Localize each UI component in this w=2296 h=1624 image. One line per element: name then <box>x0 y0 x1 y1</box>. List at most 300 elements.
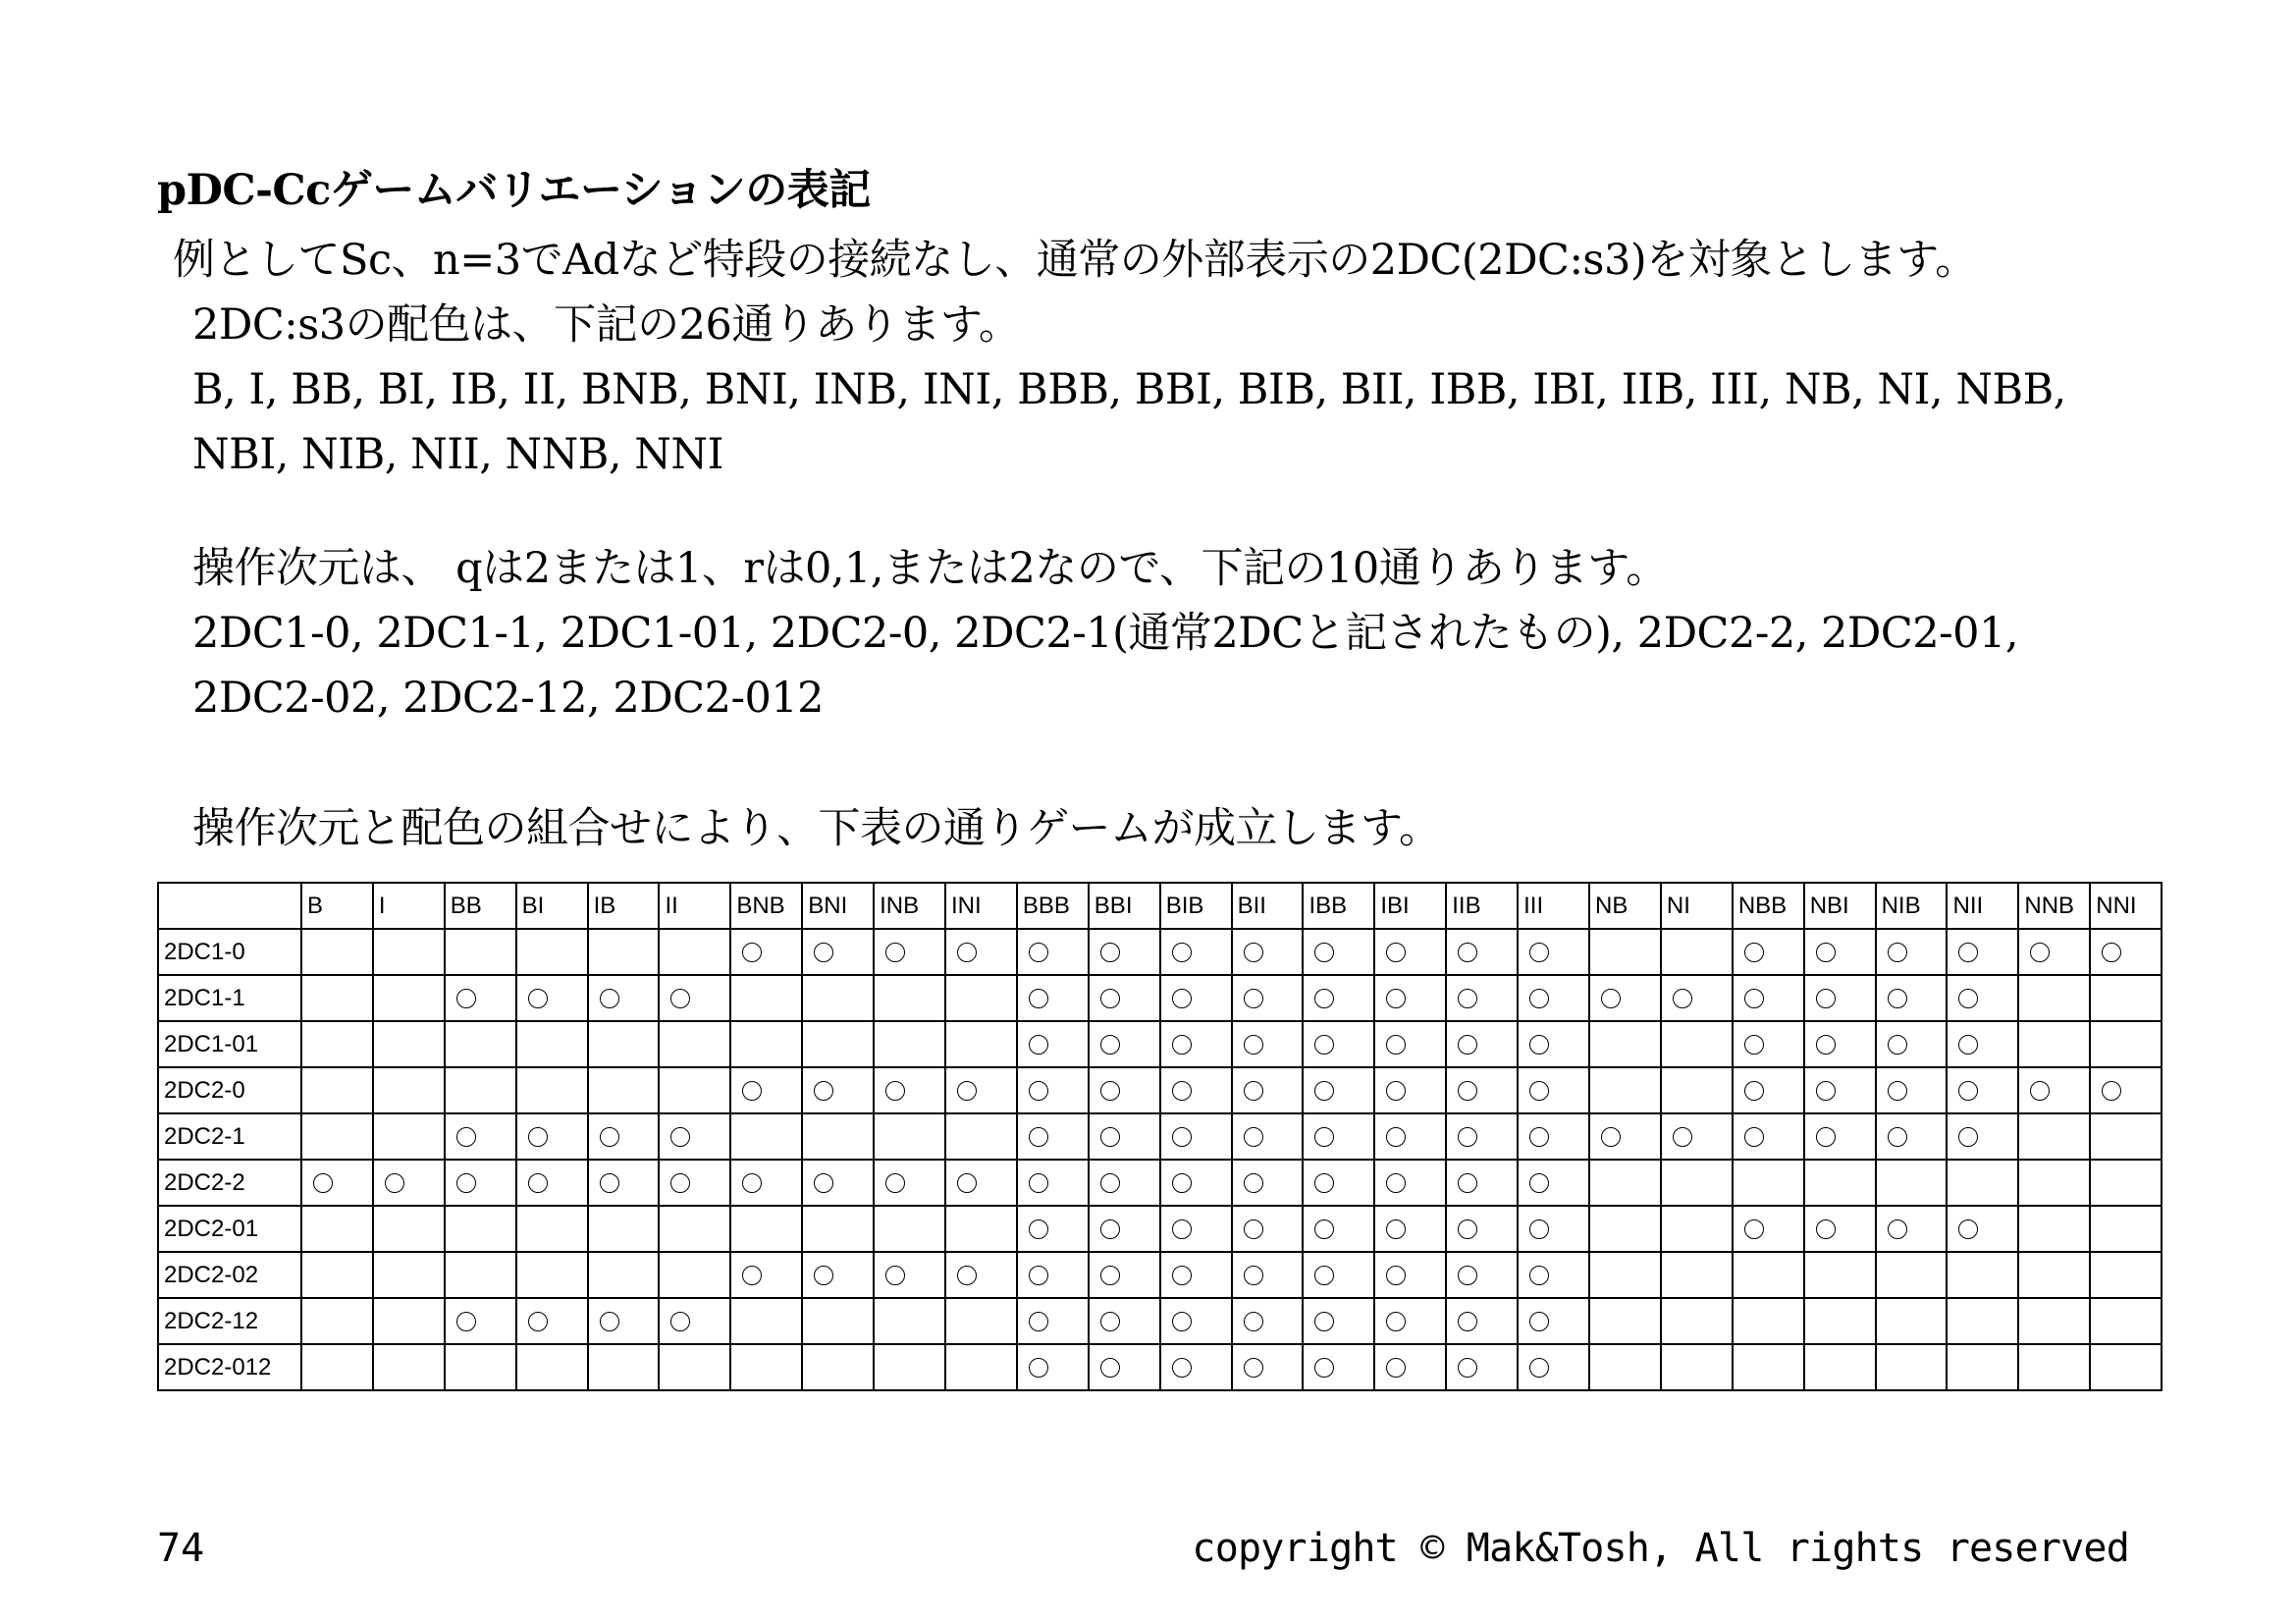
table-cell <box>1876 1160 1948 1206</box>
column-header: NNB <box>2018 883 2090 929</box>
table-cell <box>730 1160 802 1206</box>
circle-mark-icon <box>1029 1081 1048 1101</box>
circle-mark-icon <box>1529 943 1549 962</box>
table-cell <box>1089 1113 1160 1160</box>
table-cell <box>373 1160 445 1206</box>
table-cell <box>1089 1252 1160 1298</box>
table-cell <box>1232 929 1304 975</box>
table-cell <box>730 1252 802 1298</box>
table-cell <box>1017 1160 1089 1206</box>
column-header: BIB <box>1160 883 1232 929</box>
table-cell <box>1374 1160 1446 1206</box>
table-cell <box>1160 1160 1232 1206</box>
circle-mark-icon <box>1601 1127 1621 1147</box>
table-cell <box>2018 1113 2090 1160</box>
circle-mark-icon <box>1314 1358 1334 1378</box>
circle-mark-icon <box>1172 1266 1192 1285</box>
table-cell <box>516 929 588 975</box>
table-cell <box>1947 1298 2018 1344</box>
table-row <box>158 1344 2162 1390</box>
circle-mark-icon <box>1100 1219 1120 1239</box>
table-cell <box>1589 929 1661 975</box>
table-cell <box>1589 1252 1661 1298</box>
table-cell <box>1160 1298 1232 1344</box>
circle-mark-icon <box>1244 1127 1263 1147</box>
circle-mark-icon <box>456 989 476 1008</box>
circle-mark-icon <box>814 1081 833 1101</box>
circle-mark-icon <box>1958 1127 1978 1147</box>
table-cell <box>730 1113 802 1160</box>
table-cell <box>730 1021 802 1067</box>
table-cell <box>588 1252 660 1298</box>
table-row <box>158 1067 2162 1113</box>
table-cell <box>1089 1021 1160 1067</box>
table-cell <box>1089 1206 1160 1252</box>
table-cell <box>1518 1021 1589 1067</box>
table-cell <box>1446 1298 1518 1344</box>
circle-mark-icon <box>1958 1219 1978 1239</box>
table-cell <box>1733 1067 1804 1113</box>
circle-mark-icon <box>1458 989 1477 1008</box>
table-cell <box>2018 1298 2090 1344</box>
circle-mark-icon <box>1458 1312 1477 1331</box>
table-cell <box>1232 1021 1304 1067</box>
table-cell <box>445 1298 516 1344</box>
page-number: 74 <box>157 1526 205 1571</box>
table-cell <box>730 975 802 1021</box>
table-cell <box>445 1021 516 1067</box>
row-label: 2DC2-0 <box>158 1067 301 1113</box>
column-header: IIB <box>1446 883 1518 929</box>
table-cell <box>945 1160 1017 1206</box>
table-cell <box>730 1206 802 1252</box>
table-row <box>158 929 2162 975</box>
intro-text: 例としてSc、n=3でAdなど特段の接続なし、通常の外部表示の2DC(2DC:s3)を対象とします。 <box>173 236 1977 285</box>
row-label: 2DC2-2 <box>158 1160 301 1206</box>
circle-mark-icon <box>1029 1127 1048 1147</box>
table-cell <box>2018 1067 2090 1113</box>
circle-mark-icon <box>1386 943 1406 962</box>
circle-mark-icon <box>1744 1219 1764 1239</box>
circle-mark-icon <box>1029 989 1048 1008</box>
table-cell <box>1518 1206 1589 1252</box>
table-cell <box>2018 1252 2090 1298</box>
table-cell <box>1876 929 1948 975</box>
circle-mark-icon <box>1029 943 1048 962</box>
table-cell <box>588 975 660 1021</box>
row-label: 2DC2-012 <box>158 1344 301 1390</box>
table-cell <box>1089 1067 1160 1113</box>
table-cell <box>588 1298 660 1344</box>
circle-mark-icon <box>456 1173 476 1193</box>
table-cell <box>874 1298 945 1344</box>
table-cell <box>1876 1252 1948 1298</box>
circle-mark-icon <box>1314 989 1334 1008</box>
table-cell <box>373 975 445 1021</box>
circle-mark-icon <box>1529 1035 1549 1055</box>
table-cell <box>1232 975 1304 1021</box>
table-cell <box>445 1067 516 1113</box>
circle-mark-icon <box>1816 943 1836 962</box>
table-cell <box>373 1067 445 1113</box>
circle-mark-icon <box>742 1173 762 1193</box>
table-cell <box>1446 1252 1518 1298</box>
table-cell <box>1589 975 1661 1021</box>
circle-mark-icon <box>957 1081 977 1101</box>
table-cell <box>1446 1206 1518 1252</box>
row-label: 2DC2-02 <box>158 1252 301 1298</box>
circle-mark-icon <box>2030 1081 2050 1101</box>
circle-mark-icon <box>1244 1173 1263 1193</box>
circle-mark-icon <box>885 1173 905 1193</box>
table-cell <box>301 1113 373 1160</box>
circle-mark-icon <box>1100 1358 1120 1378</box>
circle-mark-icon <box>1386 1358 1406 1378</box>
table-cell <box>1017 1344 1089 1390</box>
table-cell <box>1160 975 1232 1021</box>
table-cell <box>1876 1021 1948 1067</box>
table-cell <box>659 1113 730 1160</box>
table-cell <box>2018 1344 2090 1390</box>
table-cell <box>1947 1113 2018 1160</box>
circle-mark-icon <box>528 1173 548 1193</box>
table-cell <box>1374 1252 1446 1298</box>
table-cell <box>1446 929 1518 975</box>
table-cell <box>1160 1206 1232 1252</box>
circle-mark-icon <box>1816 1219 1836 1239</box>
table-cell <box>1733 1021 1804 1067</box>
table-cell <box>1017 1298 1089 1344</box>
table-cell <box>1374 1113 1446 1160</box>
circle-mark-icon <box>1172 989 1192 1008</box>
table-cell <box>1518 1252 1589 1298</box>
table-cell <box>659 1206 730 1252</box>
table-cell <box>301 975 373 1021</box>
table-cell <box>659 1252 730 1298</box>
table-cell <box>1089 1344 1160 1390</box>
circle-mark-icon <box>1314 1266 1334 1285</box>
circle-mark-icon <box>1958 1081 1978 1101</box>
column-header: NI <box>1661 883 1733 929</box>
table-cell <box>1947 1344 2018 1390</box>
column-header: BB <box>445 883 516 929</box>
table-cell <box>1160 1344 1232 1390</box>
row-label: 2DC1-1 <box>158 975 301 1021</box>
color-patterns-line: B, I, BB, BI, IB, II, BNB, BNI, INB, INI, BBB, BBI, BIB, BII, IBB, IBI, IIB, III, NB, NI, NBB, <box>192 365 2066 414</box>
table-cell <box>445 1344 516 1390</box>
column-header: NII <box>1947 883 2018 929</box>
table-cell <box>1374 1021 1446 1067</box>
table-cell <box>874 1021 945 1067</box>
table-cell <box>373 1206 445 1252</box>
circle-mark-icon <box>742 943 762 962</box>
color-patterns-line: 2DC:s3の配色は、下記の26通りあります。 <box>192 300 1021 350</box>
table-cell <box>1661 1067 1733 1113</box>
table-cell <box>802 1298 874 1344</box>
table-cell <box>730 1067 802 1113</box>
circle-mark-icon <box>1100 1312 1120 1331</box>
table-cell <box>730 1344 802 1390</box>
table-cell <box>802 1113 874 1160</box>
row-label: 2DC2-01 <box>158 1206 301 1252</box>
circle-mark-icon <box>1244 1035 1263 1055</box>
table-cell <box>1947 1067 2018 1113</box>
table-cell <box>1733 1298 1804 1344</box>
column-header: BI <box>516 883 588 929</box>
circle-mark-icon <box>885 943 905 962</box>
table-cell <box>373 1344 445 1390</box>
circle-mark-icon <box>1529 1312 1549 1331</box>
table-cell <box>1804 1298 1876 1344</box>
table-cell <box>301 1344 373 1390</box>
circle-mark-icon <box>1529 1173 1549 1193</box>
table-cell <box>1374 1206 1446 1252</box>
table-cell <box>1804 1206 1876 1252</box>
table-cell <box>802 1206 874 1252</box>
table-cell <box>1518 1067 1589 1113</box>
table-cell <box>874 1160 945 1206</box>
circle-mark-icon <box>1458 1266 1477 1285</box>
table-row <box>158 1021 2162 1067</box>
table-cell <box>1303 929 1374 975</box>
table-cell <box>301 929 373 975</box>
table-row <box>158 1298 2162 1344</box>
circle-mark-icon <box>885 1266 905 1285</box>
table-cell <box>1804 1113 1876 1160</box>
circle-mark-icon <box>1458 943 1477 962</box>
circle-mark-icon <box>670 1173 690 1193</box>
circle-mark-icon <box>1244 989 1263 1008</box>
table-cell <box>1661 929 1733 975</box>
circle-mark-icon <box>1958 943 1978 962</box>
circle-mark-icon <box>528 1312 548 1331</box>
table-cell <box>1876 1298 1948 1344</box>
table-cell <box>1661 975 1733 1021</box>
table-cell <box>1804 1160 1876 1206</box>
table-cell <box>1661 1206 1733 1252</box>
circle-mark-icon <box>1314 1127 1334 1147</box>
table-cell <box>2090 1206 2162 1252</box>
table-cell <box>1518 975 1589 1021</box>
row-label: 2DC2-1 <box>158 1113 301 1160</box>
table-cell <box>874 975 945 1021</box>
table-cell <box>516 1252 588 1298</box>
circle-mark-icon <box>1888 1127 1907 1147</box>
circle-mark-icon <box>1529 1127 1549 1147</box>
table-cell <box>1518 1344 1589 1390</box>
circle-mark-icon <box>1458 1081 1477 1101</box>
circle-mark-icon <box>1100 943 1120 962</box>
table-cell <box>874 1067 945 1113</box>
table-row <box>158 1113 2162 1160</box>
column-header: IB <box>588 883 660 929</box>
circle-mark-icon <box>814 1173 833 1193</box>
table-cell <box>659 1160 730 1206</box>
circle-mark-icon <box>1529 1266 1549 1285</box>
table-cell <box>1089 1298 1160 1344</box>
table-cell <box>1303 1067 1374 1113</box>
circle-mark-icon <box>1314 1035 1334 1055</box>
table-cell <box>1589 1113 1661 1160</box>
circle-mark-icon <box>1172 1358 1192 1378</box>
table-cell <box>1518 929 1589 975</box>
table-cell <box>1733 975 1804 1021</box>
table-cell <box>1017 1067 1089 1113</box>
circle-mark-icon <box>528 989 548 1008</box>
table-cell <box>2090 1344 2162 1390</box>
circle-mark-icon <box>1029 1173 1048 1193</box>
column-header: IBI <box>1374 883 1446 929</box>
circle-mark-icon <box>1529 1081 1549 1101</box>
circle-mark-icon <box>385 1173 404 1193</box>
table-cell <box>1589 1298 1661 1344</box>
table-corner-cell <box>158 883 301 929</box>
table-cell <box>1017 1021 1089 1067</box>
table-cell <box>1446 1067 1518 1113</box>
table-cell <box>802 1160 874 1206</box>
table-cell <box>1232 1113 1304 1160</box>
column-header: BII <box>1232 883 1304 929</box>
table-cell <box>373 1021 445 1067</box>
table-cell <box>1232 1160 1304 1206</box>
table-cell <box>1876 1067 1948 1113</box>
summary-text: 操作次元と配色の組合せにより、下表の通りゲームが成立します。 <box>192 804 1441 853</box>
table-cell <box>1303 1298 1374 1344</box>
circle-mark-icon <box>1029 1035 1048 1055</box>
table-cell <box>2018 1160 2090 1206</box>
table-cell <box>945 929 1017 975</box>
column-header: BBI <box>1089 883 1160 929</box>
circle-mark-icon <box>600 1127 619 1147</box>
table-cell <box>588 1206 660 1252</box>
table-cell <box>1446 975 1518 1021</box>
table-cell <box>1661 1344 1733 1390</box>
circle-mark-icon <box>1100 1035 1120 1055</box>
circle-mark-icon <box>670 1127 690 1147</box>
table-cell <box>1804 1067 1876 1113</box>
table-cell <box>516 1344 588 1390</box>
table-cell <box>659 1344 730 1390</box>
table-cell <box>1589 1067 1661 1113</box>
circle-mark-icon <box>1172 1127 1192 1147</box>
table-cell <box>874 1206 945 1252</box>
table-cell <box>1089 975 1160 1021</box>
table-cell <box>2090 1113 2162 1160</box>
table-cell <box>1733 1344 1804 1390</box>
table-cell <box>588 1344 660 1390</box>
table-cell <box>2090 1067 2162 1113</box>
table-cell <box>2090 975 2162 1021</box>
table-cell <box>2090 1021 2162 1067</box>
circle-mark-icon <box>1244 1312 1263 1331</box>
column-header: III <box>1518 883 1589 929</box>
circle-mark-icon <box>1601 989 1621 1008</box>
table-cell <box>2090 929 2162 975</box>
table-cell <box>1804 1021 1876 1067</box>
table-cell <box>373 929 445 975</box>
table-cell <box>1661 1021 1733 1067</box>
circle-mark-icon <box>885 1081 905 1101</box>
table-cell <box>1017 975 1089 1021</box>
table-cell <box>1303 1206 1374 1252</box>
circle-mark-icon <box>2102 943 2121 962</box>
table-cell <box>1374 1067 1446 1113</box>
table-cell <box>588 1021 660 1067</box>
circle-mark-icon <box>1386 1035 1406 1055</box>
circle-mark-icon <box>528 1127 548 1147</box>
table-cell <box>516 1298 588 1344</box>
circle-mark-icon <box>600 989 619 1008</box>
circle-mark-icon <box>1529 1358 1549 1378</box>
table-cell <box>874 929 945 975</box>
table-cell <box>1589 1206 1661 1252</box>
table-cell <box>1303 1021 1374 1067</box>
table-cell <box>1661 1113 1733 1160</box>
table-cell <box>1374 1344 1446 1390</box>
table-cell <box>1947 975 2018 1021</box>
table-cell <box>730 929 802 975</box>
table-cell <box>874 1252 945 1298</box>
circle-mark-icon <box>1244 1266 1263 1285</box>
circle-mark-icon <box>1816 1127 1836 1147</box>
table-cell <box>588 1113 660 1160</box>
table-cell <box>2018 929 2090 975</box>
table-cell <box>1518 1298 1589 1344</box>
table-cell <box>802 929 874 975</box>
circle-mark-icon <box>1816 1081 1836 1101</box>
table-cell <box>1661 1298 1733 1344</box>
circle-mark-icon <box>1244 943 1263 962</box>
table-cell <box>301 1021 373 1067</box>
circle-mark-icon <box>1458 1127 1477 1147</box>
column-header: BBB <box>1017 883 1089 929</box>
table-cell <box>516 1067 588 1113</box>
table-cell <box>516 1206 588 1252</box>
table-cell <box>1232 1252 1304 1298</box>
row-label: 2DC2-12 <box>158 1298 301 1344</box>
circle-mark-icon <box>957 943 977 962</box>
circle-mark-icon <box>1172 1035 1192 1055</box>
column-header: I <box>373 883 445 929</box>
circle-mark-icon <box>2102 1081 2121 1101</box>
table-cell <box>1446 1344 1518 1390</box>
circle-mark-icon <box>1386 989 1406 1008</box>
table-cell <box>945 1021 1017 1067</box>
circle-mark-icon <box>313 1173 333 1193</box>
color-patterns-paragraph <box>192 293 2066 487</box>
circle-mark-icon <box>1244 1358 1263 1378</box>
circle-mark-icon <box>1172 1312 1192 1331</box>
circle-mark-icon <box>1100 1266 1120 1285</box>
table-cell <box>1303 1344 1374 1390</box>
circle-mark-icon <box>1029 1266 1048 1285</box>
table-cell <box>1804 975 1876 1021</box>
table-cell <box>1733 1252 1804 1298</box>
table-cell <box>1160 1067 1232 1113</box>
table-cell <box>1589 1021 1661 1067</box>
table-cell <box>1374 975 1446 1021</box>
table-cell <box>516 1160 588 1206</box>
table-cell <box>1446 1113 1518 1160</box>
table-cell <box>516 975 588 1021</box>
table-cell <box>445 1252 516 1298</box>
circle-mark-icon <box>1816 1035 1836 1055</box>
circle-mark-icon <box>1314 943 1334 962</box>
table-cell <box>1804 1252 1876 1298</box>
table-cell <box>730 1298 802 1344</box>
table-cell <box>1947 1021 2018 1067</box>
table-cell <box>301 1067 373 1113</box>
